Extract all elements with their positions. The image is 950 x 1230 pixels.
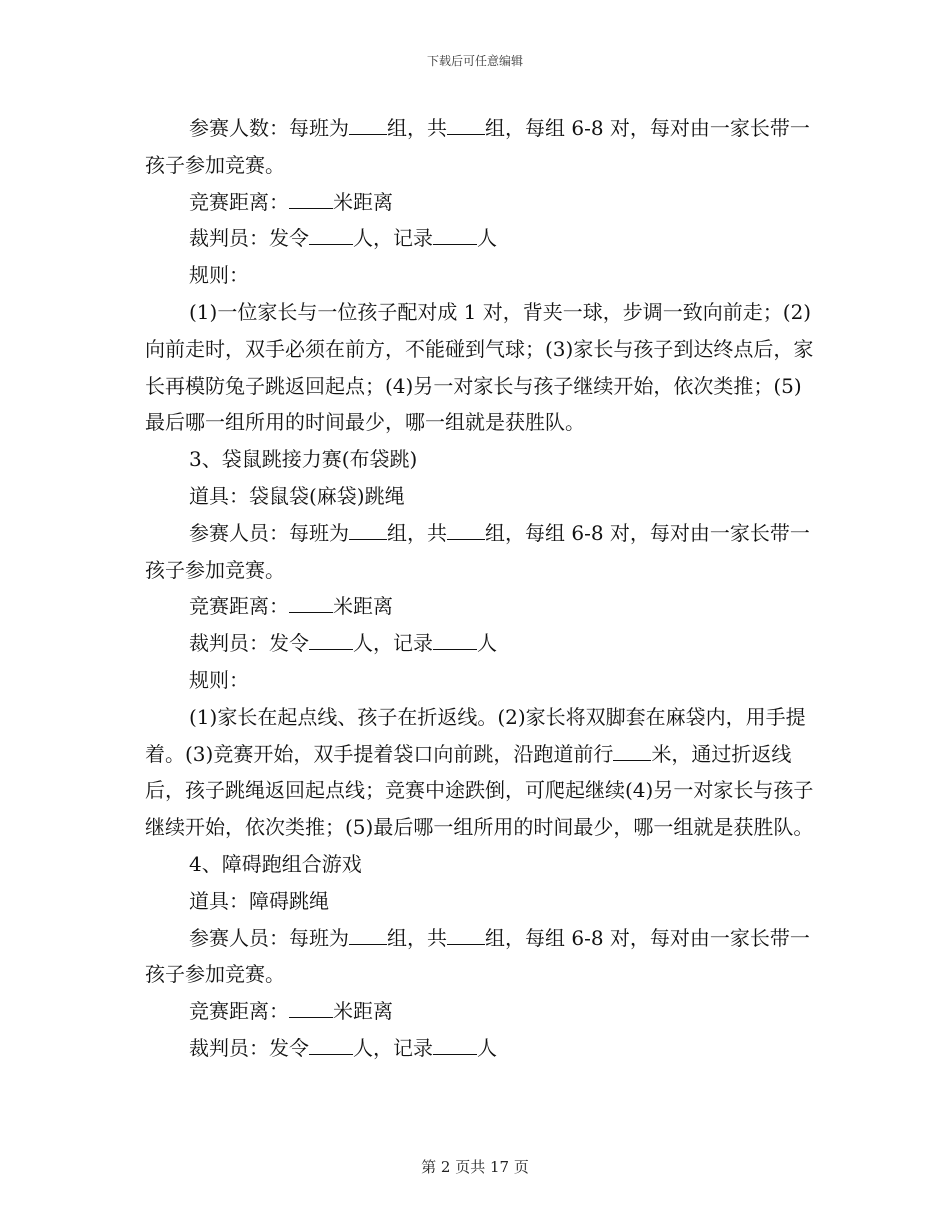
blank-field — [349, 134, 387, 135]
blank-field — [433, 244, 477, 245]
page-header: 下载后可任意编辑 — [426, 54, 523, 68]
blank-field — [433, 1054, 477, 1055]
document-body — [145, 110, 817, 1067]
rules-paragraph: (1)家长在起点线、孩子在折返线。(2)家长将双脚套在麻袋内，用手提着。(3)竞赛开始，双手提着袋口向前跳，沿跑道前行 米，通过折返线后，孩子跳绳返回起点线；竞赛中途跌倒，可爬起继续(4)另一对家长与孩子继续开始，依次类推；(5)最后哪一组所用的时间最少，哪一组就是获胜队。 — [145, 704, 814, 840]
participants-line: 参赛人员：每班为 组，共 组，每组 6-8 对，每对由一家长带一孩子参加竞赛。 — [145, 520, 810, 582]
blank-field — [289, 208, 333, 209]
referee-line: 裁判员：发令 人，记录 人 — [189, 631, 497, 656]
blank-field — [447, 944, 485, 945]
rules-label: 规则： — [189, 263, 249, 288]
referee-line: 裁判员：发令 人，记录 人 — [189, 226, 497, 251]
blank-field — [613, 760, 651, 761]
blank-field — [447, 134, 485, 135]
participants-line: 参赛人员：每班为 组，共 组，每组 6-8 对，每对由一家长带一孩子参加竞赛。 — [145, 925, 810, 987]
page-footer: 第 2 页共 17 页 — [421, 1158, 529, 1176]
rules-label: 规则： — [189, 667, 249, 692]
distance-line: 竞赛距离： 米距离 — [189, 189, 393, 214]
blank-field — [349, 944, 387, 945]
blank-field — [433, 649, 477, 650]
referee-line: 裁判员：发令 人，记录 人 — [189, 1035, 497, 1060]
section-title: 4、障碍跑组合游戏 — [189, 851, 362, 876]
participants-line: 参赛人数：每班为 组，共 组，每组 6-8 对，每对由一家长带一孩子参加竞赛。 — [145, 116, 810, 177]
blank-field — [309, 1054, 353, 1055]
distance-line: 竞赛距离： 米距离 — [189, 594, 393, 619]
distance-line: 竞赛距离： 米距离 — [189, 999, 393, 1024]
blank-field — [289, 612, 333, 613]
blank-field — [289, 1017, 333, 1018]
section-title: 3、袋鼠跳接力赛(布袋跳) — [189, 447, 418, 472]
props-line: 道具：障碍跳绳 — [189, 888, 329, 913]
blank-field — [447, 539, 485, 540]
blank-field — [309, 244, 353, 245]
props-line: 道具：袋鼠袋(麻袋)跳绳 — [189, 483, 405, 508]
rules-paragraph: (1)一位家长与一位孩子配对成 1 对，背夹一球，步调一致向前走；(2)向前走时，双手必须在前方，不能碰到气球；(3)家长与孩子到达终点后，家长再模防兔子跳返回起点；(4)另一对家长与孩子继续开始，依次类推；(5)最后哪一组所用的时间最少，哪一组就是获胜队。 — [145, 299, 814, 435]
blank-field — [349, 539, 387, 540]
blank-field — [309, 649, 353, 650]
